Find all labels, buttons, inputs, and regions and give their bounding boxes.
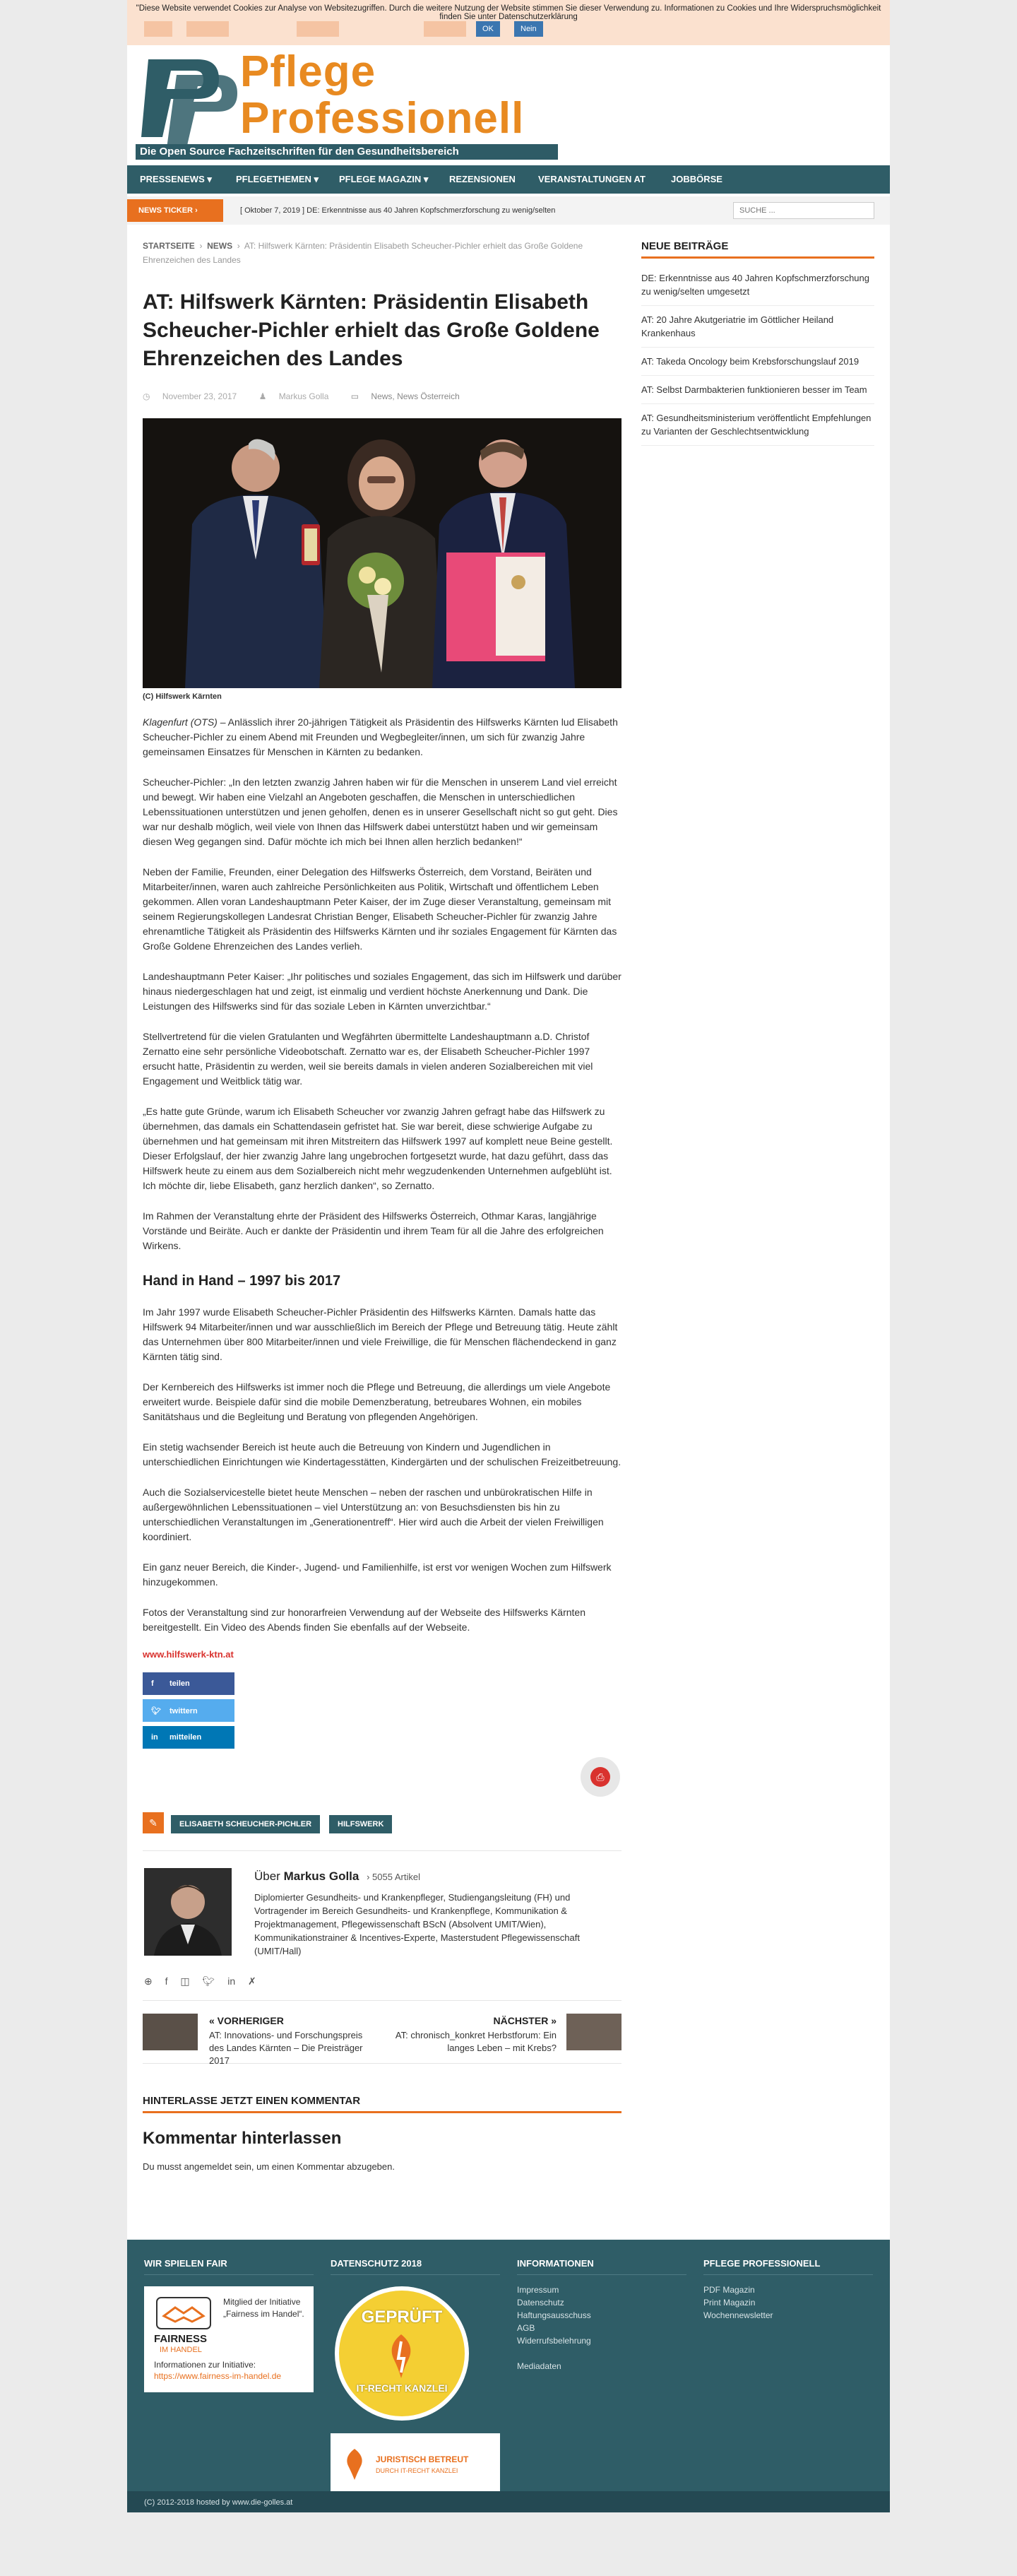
page-title: AT: Hilfswerk Kärnten: Präsidentin Elisabeth Scheucher-Pichler erhielt das Große Goldene Ehrenzeichen des Landes — [143, 290, 600, 370]
next-thumbnail[interactable] — [566, 2014, 622, 2050]
cookie-placeholder-4 — [424, 21, 466, 37]
logo-line-1: Pflege — [240, 47, 376, 96]
sidebar — [641, 240, 874, 453]
paragraph: Scheucher-Pichler: „In den letzten zwanzig Jahren haben wir für die Menschen in unserem Land viel erreicht und bewegt. Wir haben eine Vielzahl an Angeboten geschaffen, die Menschen in unterschiedlichen Lebenssituationen unterstützen und jenen geholfen, denen es in unserer Gesellschaft nicht so gut geht. Dies war nur deshalb möglich, weil viele von Ihnen das Hilfswerk dabei unterstützt haben und wir gemeinsam diesen Weg gegangen sind. Dafür möchte ich mich bei Ihnen allen herzlich bedanken!“ — [143, 776, 618, 847]
site-logo[interactable] — [134, 45, 551, 163]
facebook-icon[interactable]: f — [165, 1975, 168, 1987]
article-body — [143, 715, 622, 1660]
footer-link[interactable]: Impressum — [517, 2285, 559, 2295]
footer-link[interactable]: PDF Magazin — [703, 2285, 755, 2295]
facebook-icon: f — [151, 1679, 154, 1688]
footer-link[interactable]: Widerrufsbelehrung — [517, 2336, 591, 2346]
cookie-placeholder-1 — [144, 21, 172, 37]
author-social — [144, 1975, 266, 1987]
paragraph: Klagenfurt (OTS) – Anlässlich ihrer 20-jährigen Tätigkeit als Präsidentin des Hilfswerks Kärnten lud Elisabeth Scheucher-Pichler zu einem Abend mit Freunden und Wegbegleiter/innen, um sich für zwanzig Jahre gemeinsamen Einsatzes für Menschen in Kärnten zu bedanken. — [143, 716, 618, 757]
footer-heading: WIR SPIELEN FAIR — [144, 2258, 314, 2275]
section-heading: Hand in Hand – 1997 bis 2017 — [143, 1273, 341, 1289]
tag-item[interactable]: HILFSWERK — [329, 1815, 392, 1833]
prev-thumbnail[interactable] — [143, 2014, 198, 2050]
footer-link[interactable]: Mediadaten — [517, 2361, 561, 2371]
breadcrumb-sep-icon: › — [237, 241, 240, 251]
news-ticker-item[interactable]: [ Oktober 7, 2019 ] DE: Erkenntnisse aus 40 Jahren Kopfschmerzforschung zu wenig/selten — [240, 206, 556, 215]
linkedin-icon: in — [151, 1733, 158, 1742]
logo-line-2: Professionell — [240, 94, 525, 143]
footer-link[interactable]: Datenschutz — [517, 2298, 564, 2308]
cookie-placeholder-2 — [186, 21, 229, 37]
footer-links — [517, 2283, 686, 2373]
xing-icon[interactable]: ✗ — [248, 1975, 256, 1987]
footer-col-pflege — [703, 2258, 873, 2322]
news-ticker — [127, 196, 890, 225]
seal-bottom-text: IT-RECHT KANZLEI — [356, 2382, 448, 2394]
breadcrumb — [143, 239, 622, 267]
list-item[interactable]: AT: Selbst Darmbakterien funktionieren besser im Team — [641, 383, 874, 404]
badge-line-1: JURISTISCH BETREUT — [376, 2454, 469, 2464]
footer-link[interactable]: AGB — [517, 2323, 535, 2333]
paragraph: Ein ganz neuer Bereich, die Kinder-, Jugend- und Familienhilfe, ist erst vor wenigen Wochen zum Hilfswerk hinzugekommen. — [143, 1561, 612, 1588]
footer-links — [703, 2283, 873, 2322]
list-item[interactable]: AT: Gesundheitsministerium veröffentlicht Empfehlungen zu Varianten der Geschlechtsentwicklung — [641, 411, 874, 446]
award-photo-illustration — [143, 418, 622, 688]
seal-mark-icon — [380, 2332, 422, 2381]
cookie-no-button[interactable]: Nein — [514, 21, 543, 37]
breadcrumb-current: AT: Hilfswerk Kärnten: Präsidentin Elisabeth Scheucher-Pichler erhielt das Große Goldene Ehrenzeichen des Landes — [143, 241, 583, 265]
paragraph: Im Jahr 1997 wurde Elisabeth Scheucher-Pichler Präsidentin des Hilfswerks Kärnten. Damals hatte das Hilfswerk 94 Mitarbeiter/innen und war ausschließlich im Bereich der Pflege und Betreuung tätig. Heute zählt das Unternehmen über 800 Mitarbeiter/innen und viele Freiwillige, die für Menschen flächendeckend in ganz Kärnten tätig sind. — [143, 1306, 618, 1362]
logo-tagline: Die Open Source Fachzeitschriften für den Gesundheitsbereich — [136, 144, 558, 160]
author-bio: Diplomierter Gesundheits- und Krankenpfleger, Studiengangsleitung (FH) und Vortragender im Bereich Gesundheits- und Krankenpflege, Kommunikation & Projektmanagement, Pflegewissenschaft BScN (Absolvent UMIT/Wien), Kommunikationstrainer & Incentives-Experte, Masterstudent Pflegewissenschaft (UMIT/Hall) — [254, 1892, 580, 1956]
fairness-badge[interactable] — [144, 2286, 314, 2392]
footer-col-info — [517, 2258, 686, 2373]
breadcrumb-home[interactable]: STARTSEITE — [143, 241, 195, 251]
juristisch-betreut-badge[interactable] — [331, 2433, 500, 2497]
share-buttons — [143, 1672, 622, 1749]
instagram-icon[interactable]: ◫ — [180, 1975, 190, 1987]
folder-icon: ▭ — [350, 391, 359, 401]
next-title[interactable]: AT: chronisch_konkret Herbstforum: Ein langes Leben – mit Krebs? — [395, 2030, 557, 2053]
prev-label[interactable]: « VORHERIGER — [209, 2015, 284, 2026]
comment-section-heading: HINTERLASSE JETZT EINEN KOMMENTAR — [143, 2095, 622, 2113]
search-input[interactable] — [733, 202, 874, 219]
logo-mark-icon — [134, 45, 240, 151]
comment-section — [143, 2095, 622, 2172]
news-ticker-label: NEWS TICKER › — [127, 199, 223, 222]
footer-col-fair — [144, 2258, 314, 2381]
comment-title: Kommentar hinterlassen — [143, 2129, 342, 2148]
fairness-word: FAIRNESS — [154, 2333, 208, 2345]
main-content — [143, 239, 622, 2172]
post-navigation — [143, 2000, 622, 2064]
paragraph: „Es hatte gute Gründe, warum ich Elisabeth Scheucher vor zwanzig Jahren gefragt habe das Hilfswerk zu übernehmen, das damals ein Schattendasein gefristet hat. Sie war bereit, diese schwierige Aufgabe zu übernehmen und hat gemeinsam mit ihren Mitstreitern das Hilfswerk 1997 auf komplett neue Beine gestellt. Dieser Erfolgslauf, der hier zwanzig Jahre lang ungebrochen fortgesetzt wurde, hat dazu geführt, dass das Hilfswerk heute zu einem aus dem Sozialbereich nicht mehr wegzudenkenden Unternehmen aufgeblüht ist. Ich möchte dir, liebe Elisabeth, ganz herzlich danken“, so Zernatto. — [143, 1106, 613, 1191]
photo-caption: (C) Hilfswerk Kärnten — [143, 692, 222, 701]
paragraph: Im Rahmen der Veranstaltung ehrte der Präsident des Hilfswerks Österreich, Othmar Karas, langjährige Vorstände und Beiräte. Auch er dankte der Präsidentin und ihrem Team für all die Jahre des erfolgreichen Wirkens. — [143, 1210, 604, 1251]
fairness-sub: IM HANDEL — [160, 2346, 202, 2354]
footer-link[interactable]: Print Magazin — [703, 2298, 756, 2308]
print-icon: ⎙ — [590, 1767, 610, 1787]
share-linkedin-button[interactable]: in mitteilen — [143, 1726, 234, 1749]
footer-link[interactable]: Wochennewsletter — [703, 2310, 773, 2320]
footer-heading: PFLEGE PROFESSIONELL — [703, 2258, 873, 2275]
ticker-arrow-icon: › — [195, 206, 198, 215]
user-icon: ♟ — [258, 391, 267, 401]
footer-link-spacer — [517, 2347, 686, 2360]
fairness-link[interactable]: https://www.fairness-im-handel.de — [154, 2371, 282, 2381]
prev-title[interactable]: AT: Innovations- und Forschungspreis des Landes Kärnten – Die Preisträger 2017 — [209, 2030, 363, 2066]
footer-col-datenschutz — [331, 2258, 500, 2474]
nav-item-veranstaltungen[interactable]: VERANSTALTUNGEN AT — [538, 174, 646, 184]
copyright-bar: (C) 2012-2018 hosted by www.die-golles.at — [127, 2491, 890, 2512]
clock-icon: ◷ — [143, 391, 150, 401]
main-nav — [127, 165, 890, 194]
tag-item[interactable]: ELISABETH SCHEUCHER-PICHLER — [171, 1815, 320, 1833]
page-wrapper — [127, 45, 890, 2507]
cookie-placeholder-3 — [297, 21, 339, 37]
fairness-text: Mitglied der Initiative „Fairness im Handel“. — [223, 2297, 304, 2319]
breadcrumb-section[interactable]: NEWS — [207, 241, 233, 251]
date-meta: ◷ November 23, 2017 — [143, 391, 237, 401]
tag-list — [143, 1812, 622, 1833]
footer-heading: INFORMATIONEN — [517, 2258, 686, 2275]
paragraph: Landeshauptmann Peter Kaiser: „Ihr politisches und soziales Engagement, das sich im Hilfswerk und darüber hinaus niedergeschlagen hat und zeigt, ist einmalig und verdient höchste Anerkennung und Dank. Die Leistungen des Hilfswerks sind für das soziale Leben in Kärnten unverzichtbar.“ — [143, 971, 622, 1012]
badge-line-2: DURCH IT-RECHT KANZLEI — [376, 2467, 458, 2474]
list-item[interactable]: AT: Takeda Oncology beim Krebsforschungslauf 2019 — [641, 355, 874, 376]
recent-posts-list — [641, 271, 874, 446]
paragraph: Ein stetig wachsender Bereich ist heute auch die Betreuung von Kindern und Jugendlichen in unterschiedlichen Einrichtungen wie Kindertagesstätten, Kindergärten und der schulischen Freizeitbetreuung. — [143, 1441, 622, 1467]
comment-login-notice: Du musst angemeldet sein, um einen Kommentar abzugeben. — [143, 2161, 395, 2172]
list-item[interactable]: DE: Erkenntnisse aus 40 Jahren Kopfschmerzforschung zu wenig/selten umgesetzt — [641, 271, 874, 306]
fairness-info-label: Informationen zur Initiative: — [154, 2360, 256, 2370]
author-post-count: › 5055 Artikel — [367, 1872, 420, 1882]
it-recht-seal[interactable] — [335, 2286, 469, 2421]
paragraph: Auch die Sozialservicestelle bietet heute Menschen – neben der raschen und unbürokratischen Hilfe in außergewöhnlichen Lebenssituationen – viel Unterstützung an: von Besuchsdiensten bis hin zu unterschiedlichen Veranstaltungen im „Generationentreff“. Hier wird auch die Arbeit der vielen Freiwilligen koordiniert. — [143, 1487, 604, 1542]
cookie-text: "Diese Website verwendet Cookies zur Analyse von Websitezugriffen. Durch die weitere Nutzung der Website stimmen Sie dieser Verwendung zu. Informationen zu Cookies und Ihre Widerspruchsmöglichkeit finden Sie unter Datenschutzerklärung — [136, 4, 881, 21]
badge-mark-icon — [340, 2447, 369, 2481]
next-label[interactable]: NÄCHSTER » — [493, 2015, 557, 2026]
nav-item-pflegethemen[interactable]: PFLEGETHEMEN ▾ — [236, 174, 319, 184]
seal-top-text: GEPRÜFT — [361, 2308, 443, 2327]
list-item[interactable]: AT: 20 Jahre Akutgeriatrie im Göttlicher Heiland Krankenhaus — [641, 313, 874, 348]
author-name-link[interactable]: Markus Golla — [283, 1869, 359, 1883]
share-twitter-button[interactable]: 🐦︎ twittern — [143, 1699, 234, 1722]
print-button[interactable] — [581, 1757, 620, 1797]
nav-item-pflege-magazin[interactable]: PFLEGE MAGAZIN ▾ — [339, 174, 429, 184]
avatar — [144, 1868, 232, 1956]
paragraph: Fotos der Veranstaltung sind zur honorarfreien Verwendung auf der Webseite des Hilfswerks Kärnten bereitgestellt. Ein Video des Abends finden Sie ebenfalls auf der Webseite. — [143, 1607, 585, 1633]
handshake-icon — [155, 2296, 212, 2330]
linkedin-icon[interactable]: in — [227, 1975, 236, 1987]
footer-link[interactable]: Haftungsausschuss — [517, 2310, 591, 2320]
paragraph: Der Kernbereich des Hilfswerks ist immer noch die Pflege und Betreuung, die allerdings um viele Angebote erweitert wurde. Beispiele dafür sind die mobile Demenzberatung, betreubares Wohnen, ein mobiles Sanitätshaus und die Begleitung und Beratung von pflegenden Angehörigen. — [143, 1381, 611, 1422]
cookie-ok-button[interactable]: OK — [476, 21, 500, 37]
footer-heading: DATENSCHUTZ 2018 — [331, 2258, 500, 2275]
breadcrumb-sep-icon: › — [199, 241, 203, 251]
author-meta[interactable]: ♟ Markus Golla — [258, 391, 329, 401]
paragraph: Stellvertretend für die vielen Gratulanten und Wegfährten übermittelte Landeshauptmann a.D. Christof Zernatto eine sehr persönliche Videobotschaft. Zernatto war es, der Elisabeth Scheucher-Pichler 1997 ersucht hatte, Präsidentin zu werden, weil sie bereits damals in vielen anderen Sozialbereichen mit viel Engagement und Weitblick tätig war. — [143, 1031, 593, 1087]
tag-icon: ✎ — [143, 1812, 164, 1833]
paragraph: Neben der Familie, Freunden, einer Delegation des Hilfswerks Österreich, dem Vorstand, Beiräten und Mitarbeiter/innen, waren auch zahlreiche Persönlichkeiten aus Politik, Wirtschaft und öffentlichem Leben gekommen. Allen voran Landeshauptmann Peter Kaiser, der im Zuge dieser Veranstaltung, gemeinsam mit seinem Regierungskollegen Landesrat Christian Benger, Elisabeth Scheucher-Pichler für zwanzig Jahre ehrenamtliche Tätigkeit als Präsidentin des Hilfswerks Kärnten und ihr soziales Engagement für Kärnten das Große Goldene Ehrenzeichen des Landes verlieh. — [143, 866, 617, 952]
twitter-icon: 🐦︎ — [151, 1707, 161, 1715]
nav-item-pressenews[interactable]: PRESSENEWS ▾ — [140, 174, 212, 184]
footer — [127, 2240, 890, 2491]
author-name: Über Markus Golla › 5055 Artikel — [254, 1869, 420, 1883]
post-meta — [143, 391, 622, 401]
author-box — [143, 1850, 622, 2000]
article-photo — [143, 418, 622, 688]
cookie-banner — [127, 0, 890, 45]
nav-item-rezensionen[interactable]: REZENSIONEN — [449, 174, 516, 184]
share-facebook-button[interactable]: f teilen — [143, 1672, 234, 1695]
sidebar-heading: NEUE BEITRÄGE — [641, 240, 874, 259]
category-meta[interactable]: ▭ News, News Österreich — [350, 391, 460, 401]
twitter-icon[interactable]: 🐦︎ — [202, 1975, 215, 1987]
globe-icon[interactable]: ⊕ — [144, 1975, 153, 1987]
nav-item-jobboerse[interactable]: JOBBÖRSE — [671, 174, 722, 184]
source-link[interactable]: www.hilfswerk-ktn.at — [143, 1649, 234, 1660]
